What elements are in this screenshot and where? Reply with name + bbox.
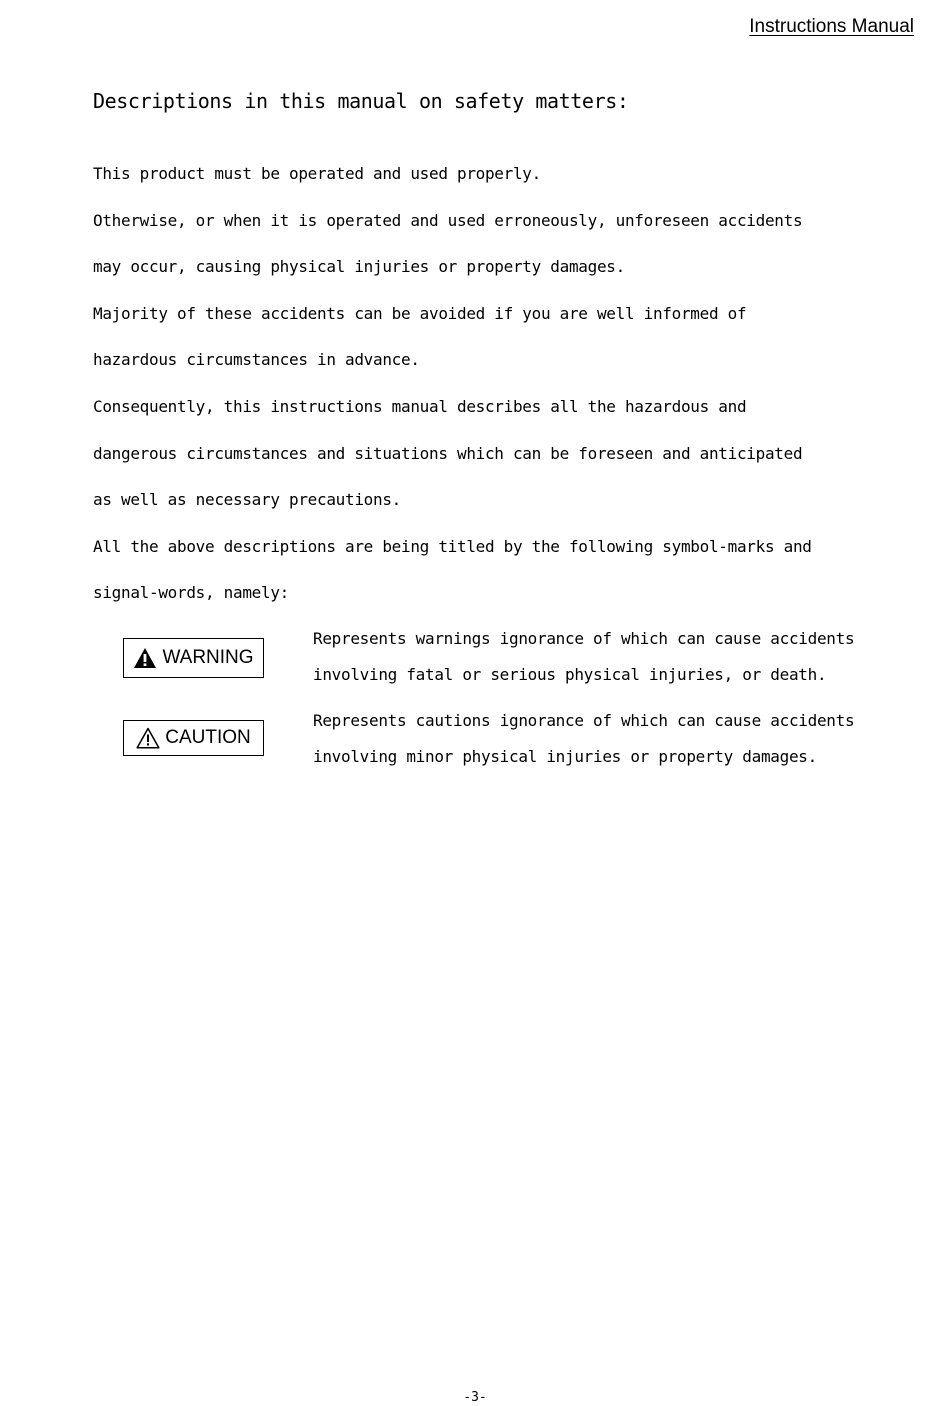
paragraph-line: may occur, causing physical injuries or property damages. (93, 257, 625, 277)
paragraph-line: dangerous circumstances and situations which can be foreseen and anticipated (93, 443, 803, 463)
document-header-title: Instructions Manual (749, 16, 914, 37)
warning-signal-box (123, 638, 264, 678)
paragraph-line: Consequently, this instructions manual describes all the hazardous and (93, 396, 747, 416)
caution-description (313, 709, 913, 781)
paragraph-line: Majority of these accidents can be avoided if you are well informed of (93, 303, 747, 323)
warning-signal-word: WARNING (162, 647, 254, 668)
caution-triangle-outline-icon (136, 727, 160, 749)
page-number: -3- (463, 1390, 487, 1405)
section-title: Descriptions in this manual on safety matters: (93, 89, 629, 113)
warning-description-line: Represents warnings ignorance of which can cause accidents (313, 629, 855, 648)
warning-description-line: involving fatal or serious physical injuries, or death. (313, 665, 827, 684)
warning-description (313, 627, 913, 699)
paragraph-line: signal-words, namely: (93, 583, 289, 603)
paragraph-line: hazardous circumstances in advance. (93, 350, 420, 370)
paragraph-line: Otherwise, or when it is operated and used erroneously, unforeseen accidents (93, 210, 803, 230)
caution-signal-box (123, 720, 264, 756)
paragraph-line: as well as necessary precautions. (93, 490, 401, 510)
paragraph-line: This product must be operated and used properly. (93, 164, 541, 183)
caution-description-line: Represents cautions ignorance of which can cause accidents (313, 711, 855, 730)
warning-triangle-filled-icon (133, 647, 157, 669)
safety-intro-paragraph (93, 160, 873, 626)
caution-signal-word: CAUTION (165, 727, 251, 748)
caution-description-line: involving minor physical injuries or property damages. (313, 747, 817, 766)
paragraph-line: All the above descriptions are being titled by the following symbol-marks and (93, 536, 812, 556)
